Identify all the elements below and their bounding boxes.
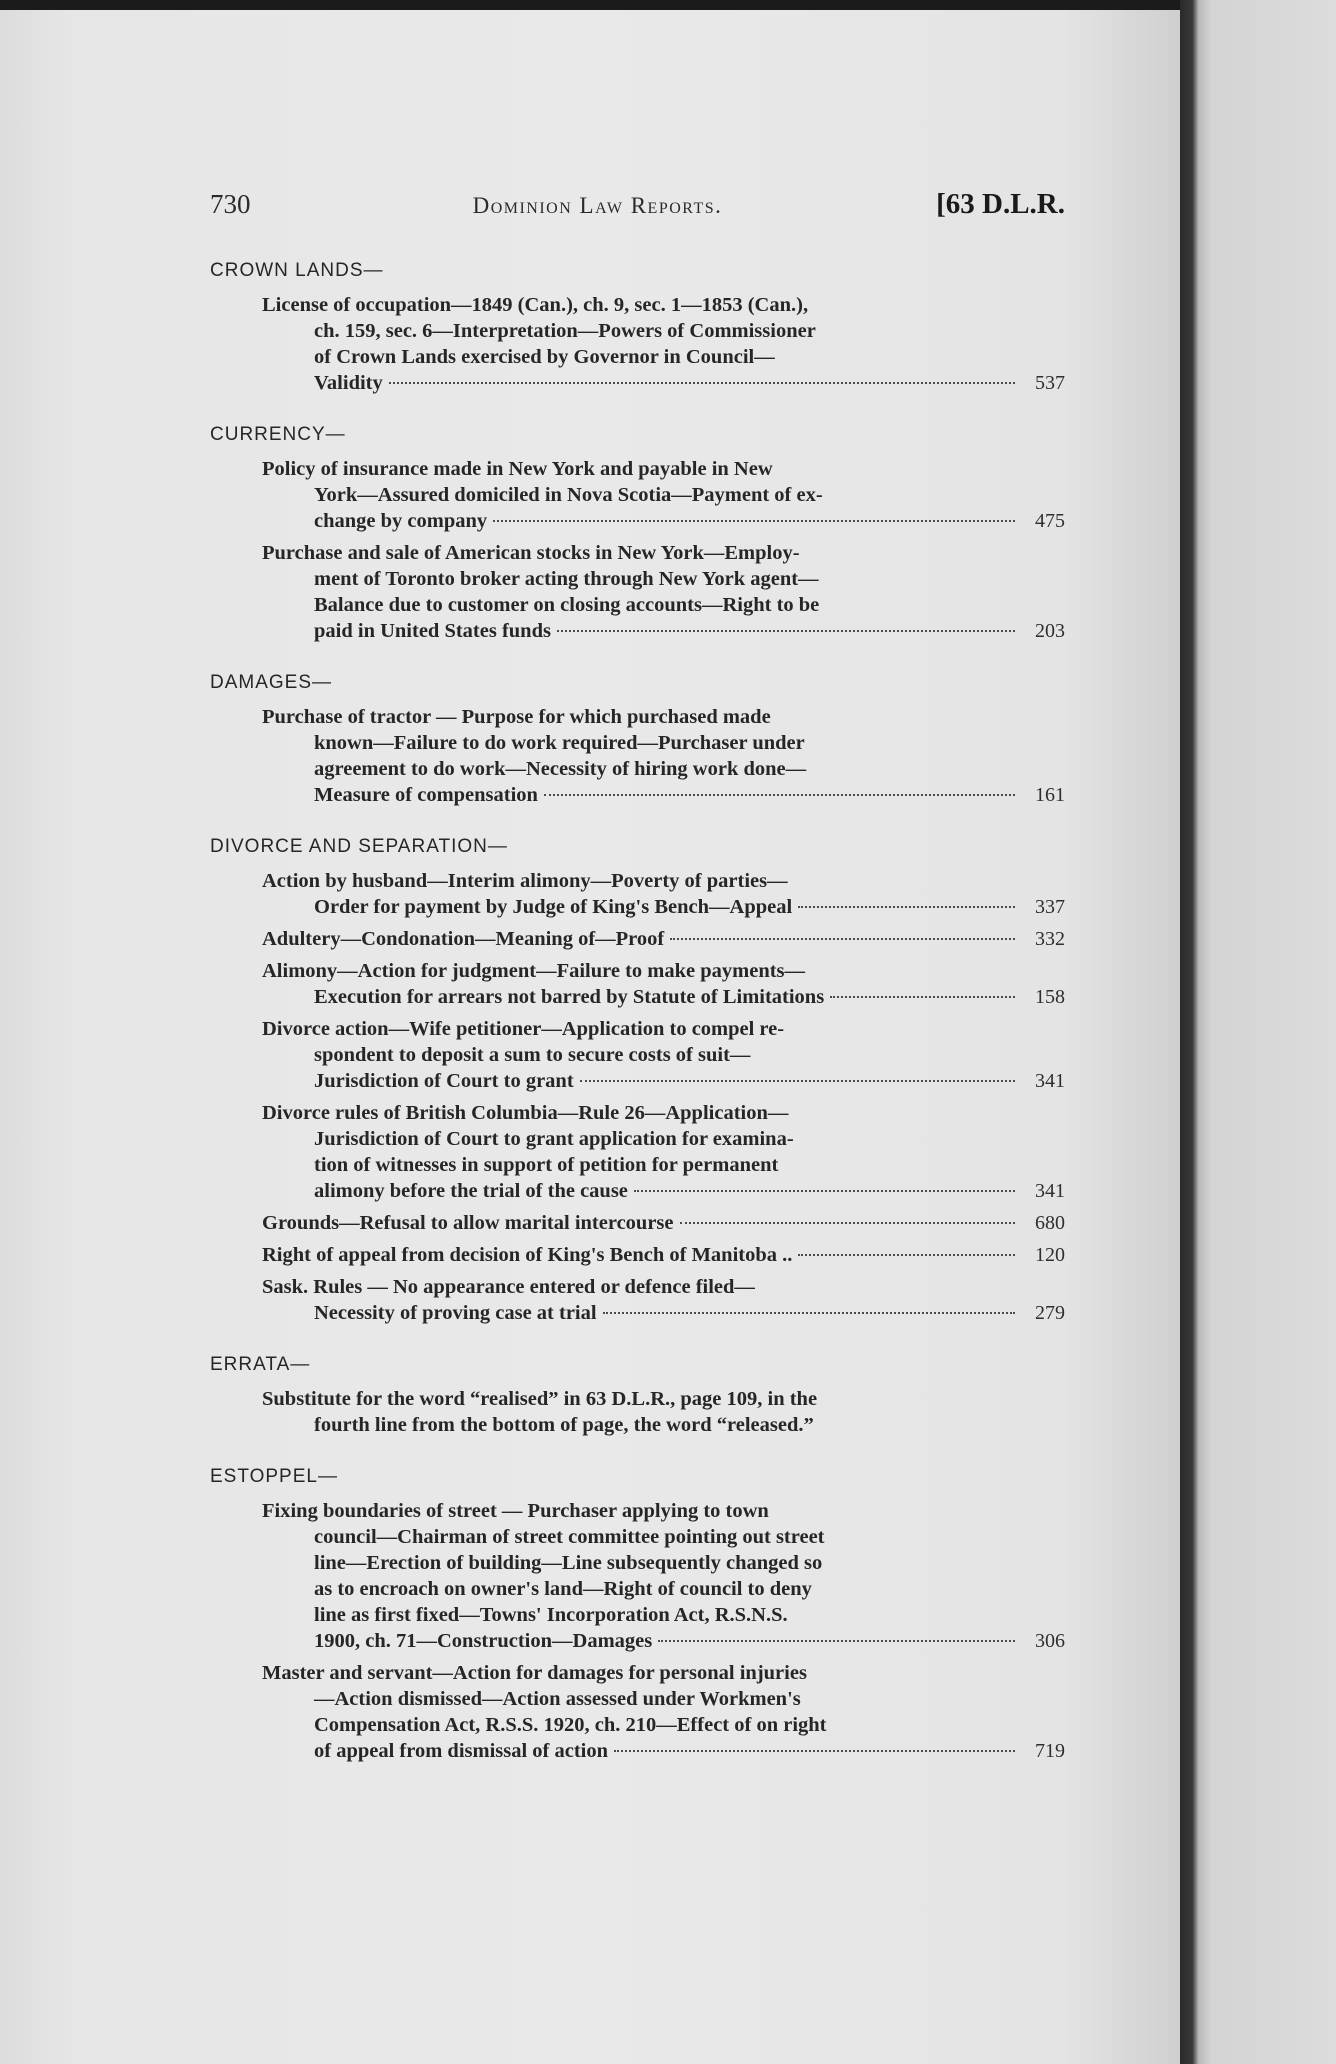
entry-page-number: 120 (1035, 1244, 1065, 1266)
dot-leader (603, 1312, 1015, 1314)
entry-page-number: 341 (1035, 1180, 1065, 1202)
entry-text: Jurisdiction of Court to grant (314, 1070, 574, 1092)
entry-page-number: 337 (1035, 896, 1065, 918)
running-title: Dominion Law Reports. (472, 193, 723, 218)
index-section (210, 834, 1065, 1326)
entry-line (262, 1210, 1065, 1236)
entry-line (262, 1660, 1065, 1686)
index-entry (262, 1100, 1065, 1204)
index-entry (262, 704, 1065, 808)
entry-text: Adultery—Condonation—Meaning of—Proof (262, 928, 665, 950)
index-section (210, 1464, 1065, 1764)
entry-text: —Action dismissed—Action assessed under Workmen's (314, 1688, 801, 1710)
entry-text: as to encroach on owner's land—Right of council to deny (314, 1578, 812, 1600)
entry-line (262, 540, 1065, 566)
entry-text: Alimony—Action for judgment—Failure to make payments— (262, 960, 806, 982)
entry-line (262, 1300, 1065, 1326)
entry-text: Divorce action—Wife petitioner—Application to compel re- (262, 1018, 785, 1040)
entry-line (262, 344, 1065, 370)
dot-leader (544, 794, 1015, 796)
entry-line (262, 456, 1065, 482)
entry-text: paid in United States funds (314, 620, 551, 642)
entry-line (262, 618, 1065, 644)
index-entry (262, 958, 1065, 1010)
entry-text: Sask. Rules — No appearance entered or defence filed— (262, 1276, 755, 1298)
entry-text: alimony before the trial of the cause (314, 1180, 628, 1202)
entry-text: Compensation Act, R.S.S. 1920, ch. 210—Effect of on right (314, 1714, 827, 1736)
entry-page-number: 680 (1035, 1212, 1065, 1234)
index-sections (210, 258, 1065, 1764)
entry-page-number: 158 (1035, 986, 1065, 1008)
entry-text: agreement to do work—Necessity of hiring work done— (314, 758, 807, 780)
entry-line (262, 1068, 1065, 1094)
entry-line (262, 1602, 1065, 1628)
entry-text: spondent to deposit a sum to secure costs of suit— (314, 1044, 751, 1066)
index-entry (262, 926, 1065, 952)
entry-line (262, 1178, 1065, 1204)
dot-leader (389, 382, 1015, 384)
dot-leader (798, 1254, 1015, 1256)
entry-text: Necessity of proving case at trial (314, 1302, 597, 1324)
entry-text: Action by husband—Interim alimony—Poverty of parties— (262, 870, 788, 892)
entry-text: Jurisdiction of Court to grant application for examina- (314, 1128, 794, 1150)
entry-line (262, 926, 1065, 952)
index-entry (262, 868, 1065, 920)
dot-leader (614, 1750, 1015, 1752)
entry-line (262, 1274, 1065, 1300)
entry-page-number: 537 (1035, 372, 1065, 394)
entry-line (262, 1524, 1065, 1550)
entry-line (262, 1576, 1065, 1602)
book-page (0, 10, 1180, 2064)
entry-text: change by company (314, 510, 488, 532)
entry-line (262, 1738, 1065, 1764)
dot-leader (830, 996, 1015, 998)
section-heading: ERRATA— (210, 1354, 311, 1375)
entry-text: Fixing boundaries of street — Purchaser applying to town (262, 1500, 769, 1522)
dot-leader (580, 1080, 1015, 1082)
entry-text: ch. 159, sec. 6—Interpretation—Powers of Commissioner (314, 320, 816, 342)
entry-page-number: 306 (1035, 1630, 1065, 1652)
entry-text: Balance due to customer on closing accounts—Right to be (314, 594, 820, 616)
entry-line (262, 292, 1065, 318)
entry-line (262, 508, 1065, 534)
running-header (210, 188, 1065, 228)
index-section (210, 670, 1065, 808)
entry-text: of Crown Lands exercised by Governor in Council— (314, 346, 775, 368)
note-line: Substitute for the word “realised” in 63 D.L.R., page 109, in the (262, 1388, 818, 1410)
entry-text: of appeal from dismissal of action (314, 1740, 609, 1762)
entry-text: council—Chairman of street committee pointing out street (314, 1526, 825, 1548)
entry-line (262, 868, 1065, 894)
dot-leader (680, 1222, 1015, 1224)
dot-leader (670, 938, 1015, 940)
entry-line (262, 592, 1065, 618)
page-content (210, 188, 1065, 1790)
entry-text: line as first fixed—Towns' Incorporation Act, R.S.N.S. (314, 1604, 788, 1626)
entry-text: License of occupation—1849 (Can.), ch. 9, sec. 1—1853 (Can.), (262, 294, 809, 316)
entry-line (262, 318, 1065, 344)
entry-text: Measure of compensation (314, 784, 538, 806)
dot-leader (798, 906, 1015, 908)
dot-leader (557, 630, 1015, 632)
entry-line (262, 756, 1065, 782)
entry-text: line—Erection of building—Line subsequently changed so (314, 1552, 823, 1574)
page-number: 730 (210, 189, 251, 219)
index-entry (262, 1210, 1065, 1236)
index-entry (262, 1016, 1065, 1094)
entry-page-number: 203 (1035, 620, 1065, 642)
index-entry (262, 1242, 1065, 1268)
entry-text: tion of witnesses in support of petition for permanent (314, 1154, 779, 1176)
entry-line (262, 566, 1065, 592)
entry-page-number: 161 (1035, 784, 1065, 806)
dot-leader (493, 520, 1015, 522)
book-spine-edge (1180, 0, 1336, 2064)
entry-line (262, 1550, 1065, 1576)
entry-text: ment of Toronto broker acting through New York agent— (314, 568, 819, 590)
entry-text: Divorce rules of British Columbia—Rule 26—Application— (262, 1102, 789, 1124)
index-entry (262, 1498, 1065, 1654)
section-heading: DAMAGES— (210, 672, 333, 693)
index-entry (262, 540, 1065, 644)
entry-page-number: 341 (1035, 1070, 1065, 1092)
entry-line (262, 1712, 1065, 1738)
entry-text: Purchase and sale of American stocks in New York—Employ- (262, 542, 800, 564)
entry-text: Grounds—Refusal to allow marital intercourse (262, 1212, 674, 1234)
entry-line (262, 1042, 1065, 1068)
entry-line (262, 730, 1065, 756)
entry-line (262, 1498, 1065, 1524)
note-line: fourth line from the bottom of page, the word “released.” (314, 1414, 814, 1436)
errata-note (262, 1386, 1065, 1438)
entry-text: Master and servant—Action for damages for personal injuries (262, 1662, 807, 1684)
entry-line (262, 1686, 1065, 1712)
index-entry (262, 292, 1065, 396)
entry-line (262, 370, 1065, 396)
entry-text: known—Failure to do work required—Purchaser under (314, 732, 805, 754)
entry-text: Purchase of tractor — Purpose for which purchased made (262, 706, 771, 728)
entry-line (262, 894, 1065, 920)
dot-leader (658, 1640, 1015, 1642)
entry-page-number: 719 (1035, 1740, 1065, 1762)
section-heading: CROWN LANDS— (210, 260, 384, 281)
entry-line (262, 1242, 1065, 1268)
entry-line (262, 1628, 1065, 1654)
index-section (210, 1352, 1065, 1438)
entry-text: Right of appeal from decision of King's Bench of Manitoba .. (262, 1244, 793, 1266)
index-section (210, 258, 1065, 396)
index-entry (262, 1274, 1065, 1326)
volume-label: [63 D.L.R. (936, 188, 1065, 220)
entry-line (262, 1100, 1065, 1126)
index-entry (262, 1660, 1065, 1764)
section-heading: DIVORCE AND SEPARATION— (210, 836, 508, 857)
index-section (210, 422, 1065, 644)
entry-page-number: 279 (1035, 1302, 1065, 1324)
entry-line (262, 1016, 1065, 1042)
entry-line (262, 704, 1065, 730)
entry-page-number: 332 (1035, 928, 1065, 950)
dot-leader (634, 1190, 1015, 1192)
entry-text: Validity (314, 372, 383, 394)
section-heading: ESTOPPEL— (210, 1466, 338, 1487)
index-entry (262, 456, 1065, 534)
entry-line (262, 1152, 1065, 1178)
entry-text: Execution for arrears not barred by Statute of Limitations (314, 986, 825, 1008)
entry-line (262, 782, 1065, 808)
entry-text: Order for payment by Judge of King's Bench—Appeal (314, 896, 793, 918)
entry-line (262, 1126, 1065, 1152)
section-heading: CURRENCY— (210, 424, 346, 445)
entry-line (262, 984, 1065, 1010)
entry-text: 1900, ch. 71—Construction—Damages (314, 1630, 653, 1652)
entry-text: Policy of insurance made in New York and payable in New (262, 458, 773, 480)
entry-line (262, 482, 1065, 508)
entry-line (262, 958, 1065, 984)
entry-text: York—Assured domiciled in Nova Scotia—Payment of ex- (314, 484, 823, 506)
entry-page-number: 475 (1035, 510, 1065, 532)
